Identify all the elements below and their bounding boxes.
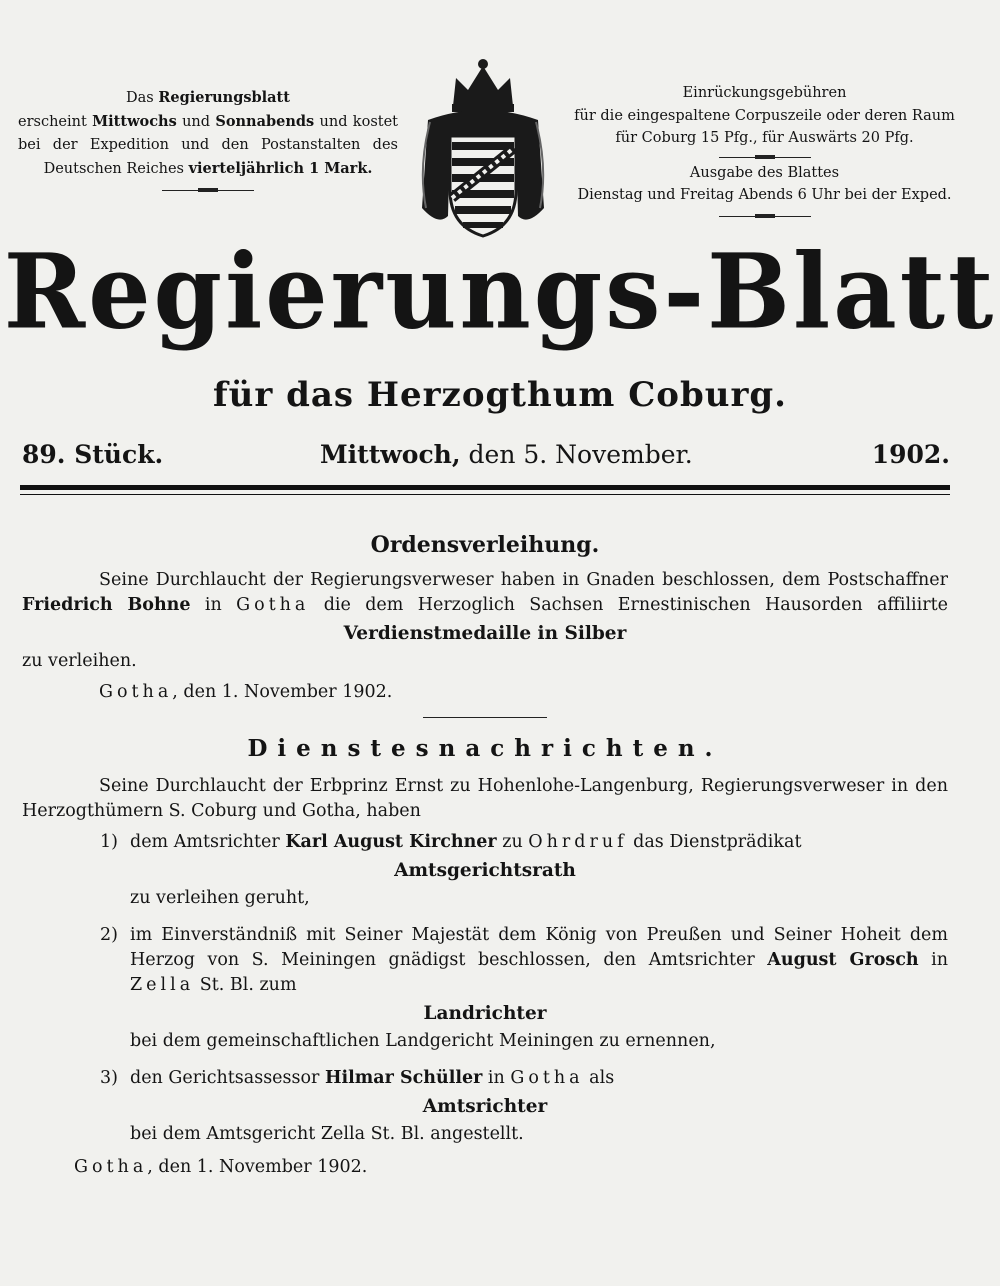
paragraph-line bbox=[130, 973, 948, 998]
info-text-bold: Sonnabends bbox=[215, 113, 315, 130]
text: in bbox=[190, 595, 237, 615]
paragraph-line: Seine Durchlaucht der Regierungsverweser haben in Gnaden beschlossen, dem Postschaffner bbox=[99, 570, 948, 590]
paragraph-line: im Einverständniß mit Seiner Majestät dem König von Preußen und Seiner Hoheit dem bbox=[130, 925, 948, 945]
text: in bbox=[918, 950, 949, 970]
gazette-body bbox=[22, 528, 948, 1180]
section-heading-order: Ordensverleihung. bbox=[370, 532, 600, 558]
issue-day-month: den 5. November. bbox=[460, 440, 693, 469]
place-name: Gotha bbox=[99, 682, 173, 702]
paragraph-line: bei dem Amtsgericht Zella St. Bl. angestellt. bbox=[130, 1124, 524, 1144]
official-title: Amtsgerichtsrath bbox=[394, 860, 576, 881]
ornament-divider bbox=[719, 213, 811, 221]
issue-date bbox=[320, 440, 693, 469]
paragraph-line: Seine Durchlaucht der Erbprinz Ernst zu Hohenlohe-Langenburg, Regierungsverweser in den bbox=[99, 776, 948, 796]
subscription-info bbox=[18, 86, 398, 195]
text: als bbox=[583, 1068, 615, 1088]
text: Herzog von S. Meiningen gnädigst beschlossen, den Amtsrichter bbox=[130, 950, 768, 970]
info-text-bold: vierteljährlich 1 Mark. bbox=[188, 160, 373, 177]
paragraph-line bbox=[130, 1066, 948, 1091]
paragraph-line bbox=[22, 593, 948, 618]
place-name: Gotha bbox=[236, 595, 310, 615]
place-name: Zella bbox=[130, 975, 195, 995]
info-line bbox=[18, 86, 398, 110]
paragraph-line: bei dem gemeinschaftlichen Landgericht Meiningen zu ernennen, bbox=[130, 1031, 716, 1051]
info-line: Dienstag und Freitag Abends 6 Uhr bei der Exped. bbox=[577, 187, 952, 203]
info-text: und bbox=[176, 114, 216, 130]
info-line bbox=[18, 110, 398, 134]
issue-year: 1902. bbox=[871, 440, 950, 469]
info-text-bold: Mittwochs bbox=[92, 113, 177, 130]
header-rule bbox=[20, 485, 950, 490]
list-item bbox=[22, 1066, 948, 1147]
text: dem Amtsrichter bbox=[130, 832, 286, 852]
signature-line bbox=[22, 1155, 948, 1180]
award-name: Verdienstmedaille in Silber bbox=[343, 623, 627, 644]
info-text: erscheint bbox=[18, 114, 93, 130]
section-heading-service: Dienstesnachrichten. bbox=[247, 735, 723, 762]
info-line: Ausgabe des Blattes bbox=[689, 164, 840, 181]
info-text-bold: Regierungsblatt bbox=[158, 89, 290, 106]
text: in bbox=[482, 1068, 511, 1088]
place-name: Gotha bbox=[510, 1068, 584, 1088]
paragraph-line bbox=[130, 948, 948, 973]
issue-weekday: Mittwoch, bbox=[320, 440, 461, 469]
ornament-divider bbox=[719, 154, 811, 162]
info-line bbox=[18, 157, 398, 181]
section-separator bbox=[423, 717, 547, 718]
info-text: und kostet bbox=[314, 114, 399, 130]
date-text: , den 1. November 1902. bbox=[147, 1157, 368, 1177]
list-item bbox=[22, 830, 948, 911]
text: das Dienstprädikat bbox=[627, 832, 802, 852]
text: zu bbox=[496, 832, 529, 852]
text: St. Bl. zum bbox=[194, 975, 297, 995]
header-rule-thin bbox=[20, 494, 950, 495]
official-title: Landrichter bbox=[423, 1003, 547, 1024]
official-title: Amtsrichter bbox=[422, 1096, 548, 1117]
info-line: für Coburg 15 Pfg., für Auswärts 20 Pfg. bbox=[615, 130, 914, 146]
place-name: Ohrdruf bbox=[528, 832, 628, 852]
place-name: Gotha bbox=[74, 1157, 148, 1177]
info-line: bei der Expedition und den Postanstalten des bbox=[18, 137, 398, 153]
person-name: Karl August Kirchner bbox=[285, 832, 497, 852]
list-item bbox=[22, 923, 948, 1054]
person-name: Hilmar Schüller bbox=[324, 1068, 483, 1088]
issue-line bbox=[22, 440, 950, 480]
ornament-divider bbox=[162, 187, 254, 195]
advertising-info bbox=[572, 82, 957, 221]
paragraph-line: zu verleihen. bbox=[22, 651, 137, 671]
info-text: Das bbox=[126, 90, 159, 106]
person-name: Friedrich Bohne bbox=[22, 595, 191, 615]
signature-line bbox=[22, 680, 948, 705]
issue-number: 89. Stück. bbox=[22, 440, 164, 469]
person-name: August Grosch bbox=[767, 950, 919, 970]
info-text: Deutschen Reiches bbox=[43, 161, 189, 177]
item-number: 1) bbox=[100, 832, 118, 852]
text: den Gerichtsassessor bbox=[130, 1068, 325, 1088]
info-line: für die eingespaltene Corpuszeile oder deren Raum bbox=[574, 107, 955, 124]
date-text: , den 1. November 1902. bbox=[172, 682, 393, 702]
item-number: 2) bbox=[100, 925, 118, 945]
paragraph-line: zu verleihen geruht, bbox=[130, 888, 310, 908]
gazette-title: Regierungs-Blatt bbox=[3, 232, 997, 353]
text: die dem Herzoglich Sachsen Ernestinischen Hausorden affiliirte bbox=[309, 595, 948, 615]
coat-of-arms-icon bbox=[408, 58, 558, 240]
paragraph-line bbox=[130, 830, 948, 855]
paragraph-line: Herzogthümern S. Coburg und Gotha, haben bbox=[22, 801, 421, 821]
info-line: Einrückungsgebühren bbox=[682, 85, 847, 101]
gazette-subtitle: für das Herzogthum Coburg. bbox=[212, 375, 788, 415]
item-number: 3) bbox=[100, 1068, 118, 1088]
